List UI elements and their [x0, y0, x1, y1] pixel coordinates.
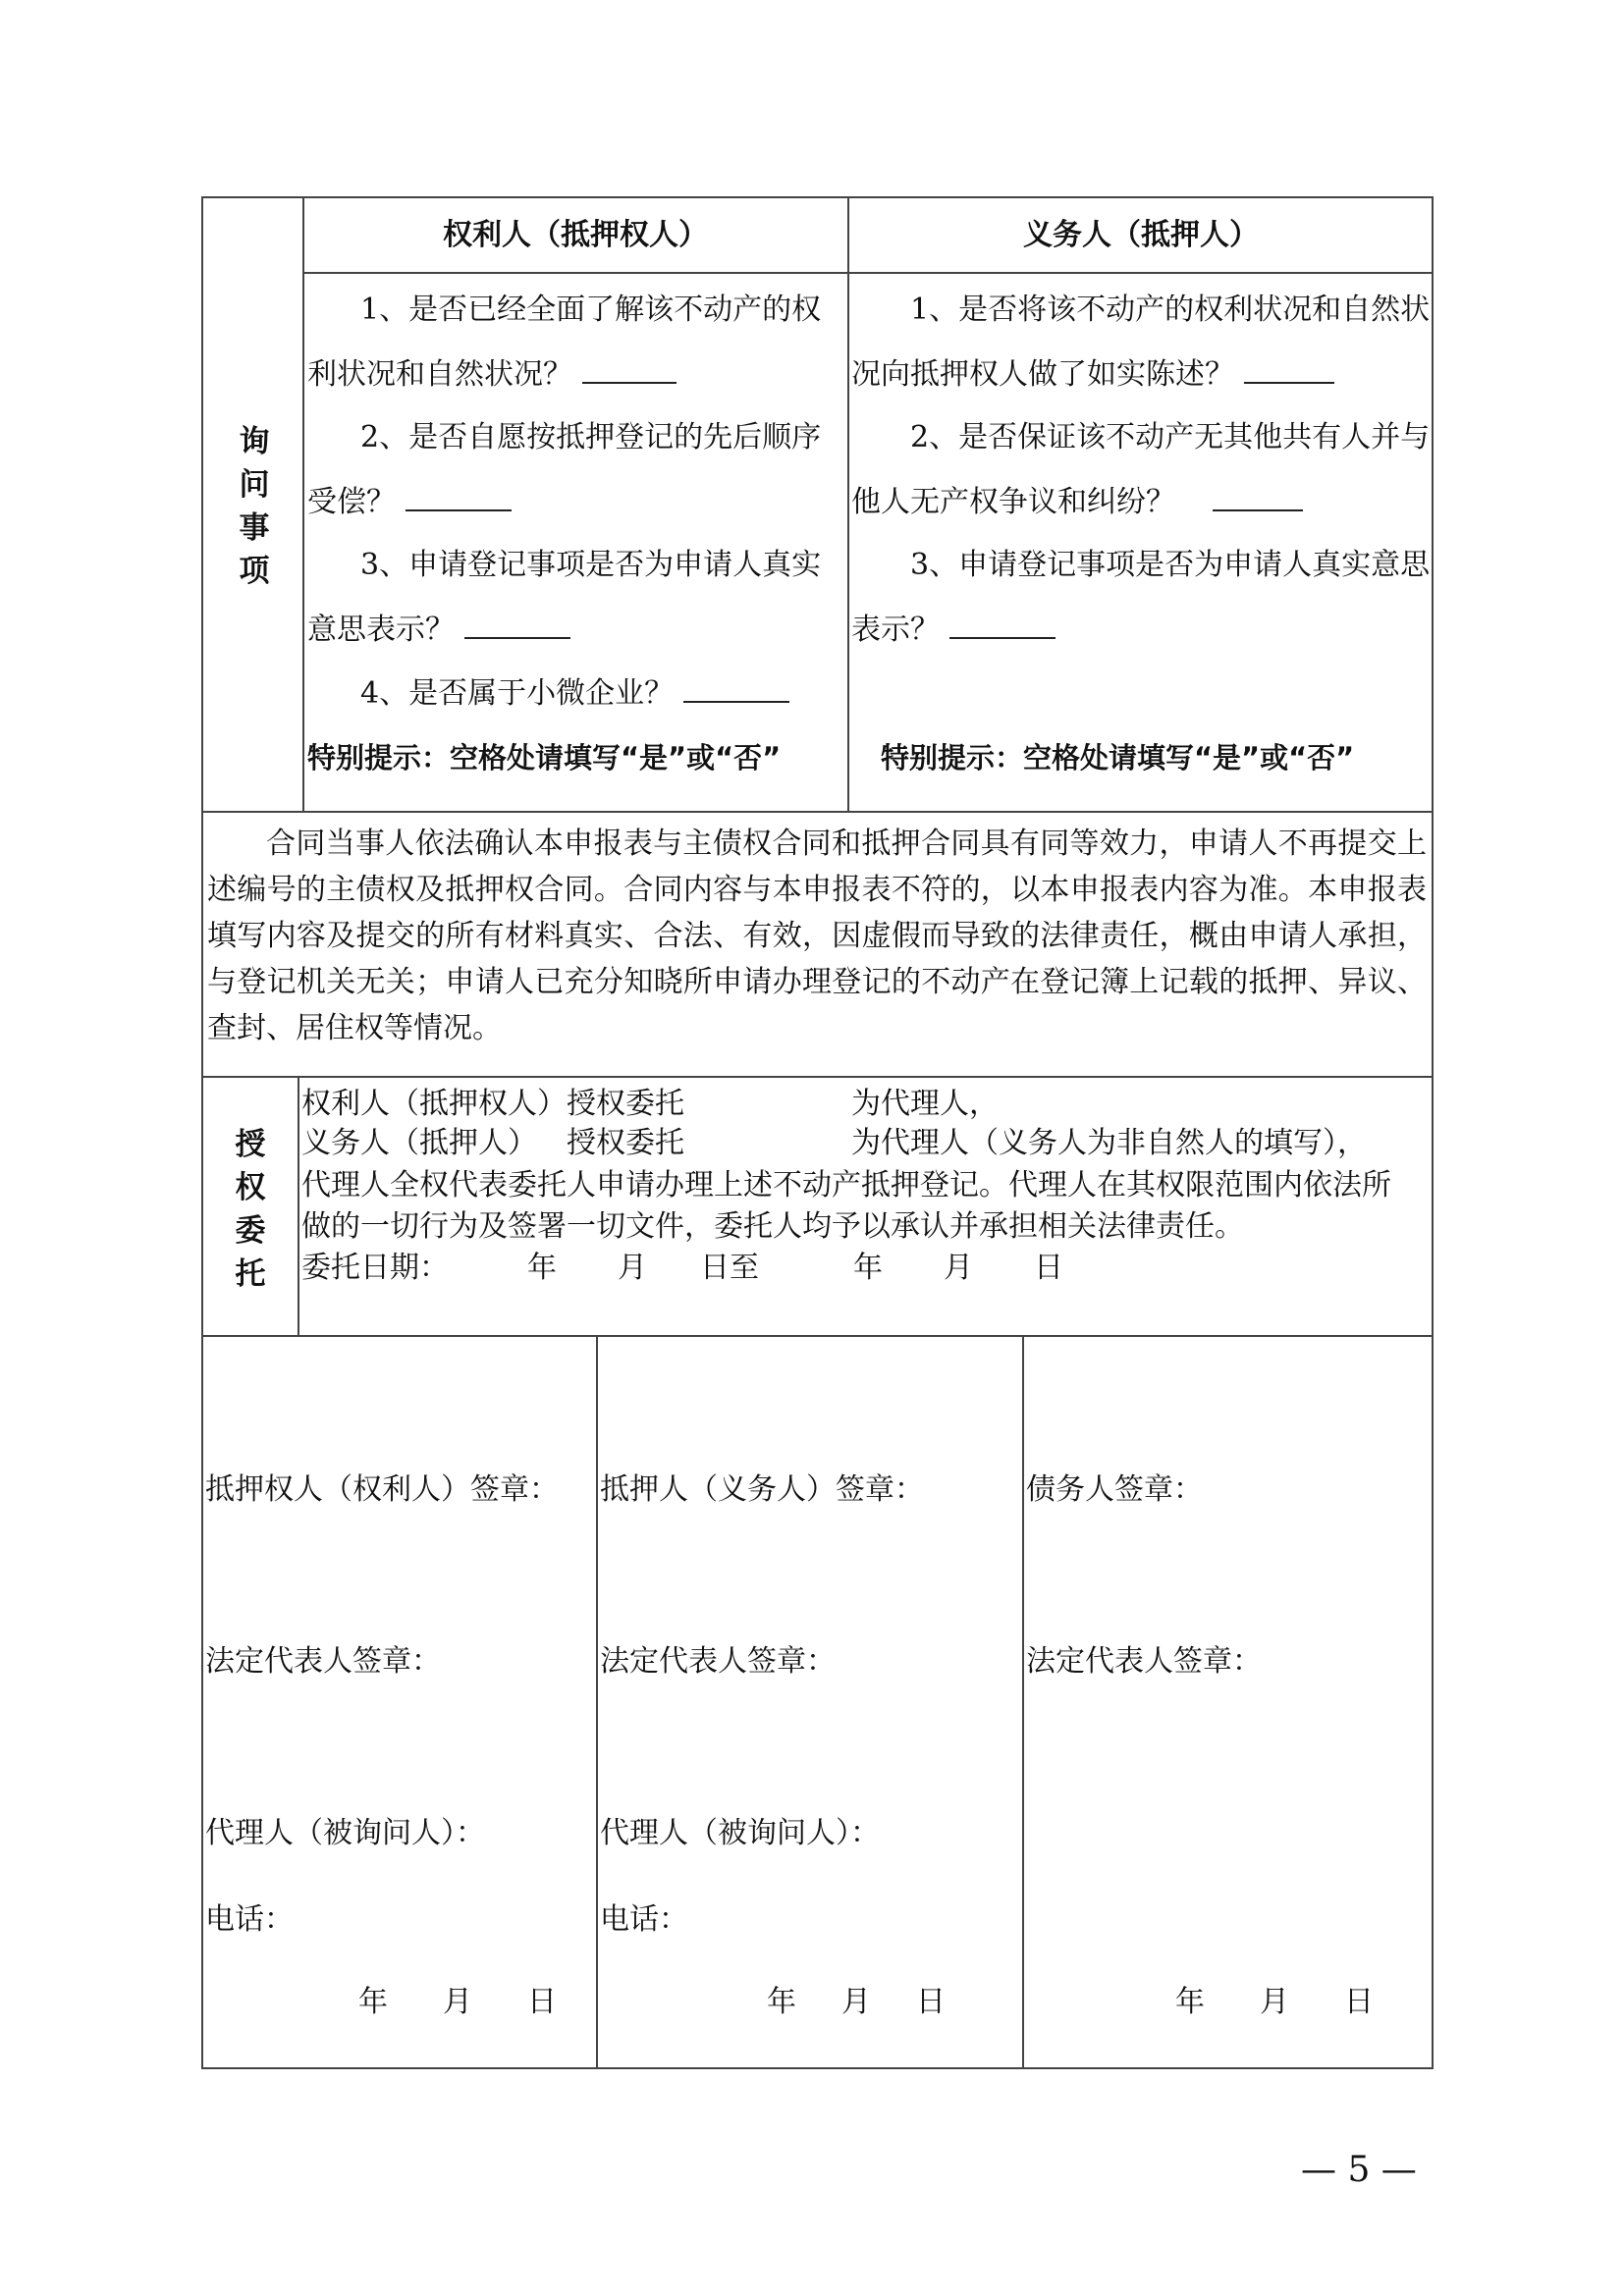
declaration-bottom-border — [201, 1076, 1434, 1078]
obligee-question-1-cont: 利状况和自然状况？ — [307, 356, 677, 393]
mortgagee-agent-label: 代理人（被询问人）： — [205, 1816, 485, 1850]
obligor-agent-name-blank[interactable] — [684, 1125, 851, 1152]
page-number: — 5 — — [1301, 2150, 1417, 2190]
obligor-question-2-cont: 他人无产权争议和纠纷？ — [851, 484, 1303, 520]
obligee-question-2: 2、是否自愿按抵押登记的先后顺序 — [360, 420, 822, 454]
authorization-side-label: 授权委托 — [235, 1127, 266, 1292]
obligee-question-3-cont: 意思表示？ — [307, 612, 570, 648]
mortgagee-phone-label: 电话： — [205, 1902, 294, 1937]
authorization-line-obligor: 义务人（抵押人） 授权委托 为代理人（义务人为非自然人的填写）， — [301, 1126, 1367, 1160]
mortgagee-date-line: 年 月 日 — [358, 1985, 557, 2019]
debtor-date-line: 年 月 日 — [1175, 1985, 1374, 2019]
obligor-question-3: 3、申请登记事项是否为申请人真实意思 — [910, 548, 1431, 582]
obligor-answer-2-blank[interactable] — [1213, 484, 1303, 511]
inquiry-label-divider — [302, 196, 304, 812]
obligee-answer-1-blank[interactable] — [582, 356, 677, 384]
signature-divider-2 — [1022, 1335, 1024, 2068]
obligee-agent-name-blank[interactable] — [684, 1086, 851, 1113]
obligee-column-header: 权利人（抵押权人） — [443, 218, 708, 252]
obligor-column-header: 义务人（抵押人） — [1023, 218, 1259, 252]
form-top-border — [201, 196, 1434, 198]
authorization-line-obligee: 权利人（抵押权人）授权委托 为代理人， — [301, 1087, 999, 1121]
obligee-question-2-cont: 受偿？ — [307, 484, 512, 520]
obligor-answer-3-blank[interactable] — [949, 612, 1056, 639]
authorization-label-divider — [298, 1076, 299, 1336]
obligor-special-note: 特别提示：空格处请填写“是”或“否” — [881, 741, 1355, 774]
signature-divider-1 — [596, 1335, 598, 2068]
obligee-special-note: 特别提示：空格处请填写“是”或“否” — [307, 741, 782, 774]
obligee-answer-3-blank[interactable] — [464, 612, 570, 639]
form-right-border — [1432, 196, 1434, 2069]
mortgagor-legal-rep-label: 法定代表人签章： — [600, 1644, 836, 1679]
authorization-bottom-border — [201, 1335, 1434, 1337]
mortgagor-date-line: 年 月 日 — [767, 1985, 946, 2019]
obligor-question-1: 1、是否将该不动产的权利状况和自然状 — [910, 293, 1431, 327]
obligor-answer-1-blank[interactable] — [1244, 356, 1334, 384]
debtor-seal-label: 债务人签章： — [1026, 1472, 1203, 1507]
obligor-question-1-cont: 况向抵押权人做了如实陈述？ — [851, 356, 1334, 393]
authorization-line-scope: 代理人全权代表委托人申请办理上述不动产抵押登记。代理人在其权限范围内依法所 — [301, 1168, 1391, 1202]
form-left-border — [201, 196, 203, 2069]
obligee-question-4: 4、是否属于小微企业？ — [360, 675, 789, 712]
obligee-answer-2-blank[interactable] — [406, 484, 512, 511]
inquiry-header-divider — [304, 272, 1434, 274]
mortgagee-legal-rep-label: 法定代表人签章： — [205, 1644, 441, 1679]
mortgagee-seal-label: 抵押权人（权利人）签章： — [205, 1472, 559, 1507]
inquiry-bottom-border — [201, 811, 1434, 813]
obligor-question-3-cont: 表示？ — [851, 612, 1056, 648]
declaration-paragraph: 合同当事人依法确认本申报表与主债权合同和抵押合同具有同等效力，申请人不再提交上述编号的主债权及抵押权合同。合同内容与本申报表不符的，以本申报表内容为准。本申报表填写内容及提交的所有材料真实、合法、有效，因虚假而导致的法律责任，概由申请人承担，与登记机关无关；申请人已充分知晓所申请办理登记的不动产在登记簿上记载的抵押、异议、查封、居住权等情况。 — [207, 827, 1427, 1045]
obligor-question-2: 2、是否保证该不动产无其他共有人并与 — [910, 420, 1431, 454]
obligee-question-1: 1、是否已经全面了解该不动产的权 — [360, 293, 822, 327]
mortgagor-agent-label: 代理人（被询问人）： — [600, 1816, 880, 1850]
mortgagor-seal-label: 抵押人（义务人）签章： — [600, 1472, 924, 1507]
authorization-line-liability: 做的一切行为及签署一切文件，委托人均予以承认并承担相关法律责任。 — [301, 1209, 1244, 1244]
inquiry-side-label: 询问事项 — [239, 424, 270, 589]
form-bottom-border — [201, 2067, 1434, 2069]
inquiry-column-divider — [847, 196, 849, 812]
authorization-date-line: 委托日期： 年 月 日至 年 月 日 — [301, 1251, 1063, 1285]
obligee-answer-4-blank[interactable] — [683, 675, 789, 703]
debtor-legal-rep-label: 法定代表人签章： — [1026, 1644, 1262, 1679]
obligee-question-3: 3、申请登记事项是否为申请人真实 — [360, 548, 822, 582]
mortgagor-phone-label: 电话： — [600, 1902, 688, 1937]
mortgage-application-form — [201, 196, 1434, 2069]
